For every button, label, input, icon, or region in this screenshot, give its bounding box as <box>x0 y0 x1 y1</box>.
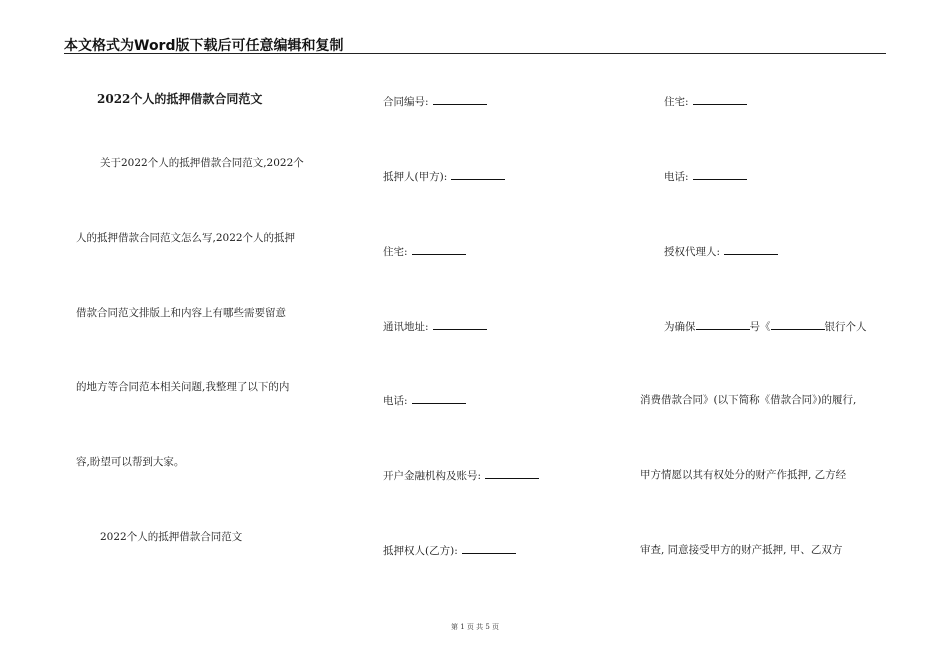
field-label: 授权代理人: <box>664 246 721 258</box>
fill-blank <box>693 94 747 105</box>
field-label: 电话: <box>664 171 689 183</box>
form-field-phone <box>383 393 466 408</box>
field-label: 通讯地址: <box>383 321 429 333</box>
document-title: 2022个人的抵押借款合同范文 <box>97 92 263 106</box>
fill-blank <box>696 319 750 330</box>
fill-blank <box>462 543 516 554</box>
text-segment: 银行个人 <box>824 321 867 333</box>
fill-blank <box>771 319 825 330</box>
form-field-mortgagee <box>383 543 516 558</box>
form-field-residence <box>383 244 466 259</box>
form-field-bank-account <box>383 468 539 483</box>
text-segment: 号《 <box>749 321 771 333</box>
page-number: 第 1 页 共 5 页 <box>450 623 500 631</box>
form-field-phone-2 <box>664 169 747 184</box>
form-field-authorized-agent <box>664 244 778 259</box>
form-field-mortgagor <box>383 169 505 184</box>
paragraph-line: 关于2022个人的抵押借款合同范文,2022个 <box>100 157 304 169</box>
fill-blank <box>451 169 505 180</box>
header-rule <box>64 53 886 54</box>
fill-blank <box>433 319 487 330</box>
field-label: 抵押人(甲方): <box>383 171 448 183</box>
field-label: 住宅: <box>383 246 408 258</box>
paragraph-line: 人的抵押借款合同范文怎么写,2022个人的抵押 <box>76 232 296 244</box>
form-field-contract-number <box>383 94 487 109</box>
fill-blank <box>412 244 466 255</box>
field-label: 抵押权人(乙方): <box>383 545 458 557</box>
page-header-title: 本文格式为Word版下载后可任意编辑和复制 <box>64 38 344 54</box>
fill-blank <box>485 468 539 479</box>
form-field-residence-2 <box>664 94 747 109</box>
contract-body-line: 甲方情愿以其有权处分的财产作抵押, 乙方经 <box>640 469 847 481</box>
section-subtitle: 2022个人的抵押借款合同范文 <box>100 531 243 543</box>
field-label: 开户金融机构及账号: <box>383 470 482 482</box>
field-label: 住宅: <box>664 96 689 108</box>
fill-blank <box>724 244 778 255</box>
paragraph-line: 借款合同范文排版上和内容上有哪些需要留意 <box>76 307 286 319</box>
paragraph-line: 的地方等合同范本相关问题,我整理了以下的内 <box>76 381 290 393</box>
text-segment: 为确保 <box>664 321 696 333</box>
contract-body-line <box>664 319 867 334</box>
fill-blank <box>412 393 466 404</box>
fill-blank <box>693 169 747 180</box>
form-field-mailing-address <box>383 319 487 334</box>
field-label: 合同编号: <box>383 96 429 108</box>
paragraph-line: 容,盼望可以帮到大家。 <box>76 456 185 468</box>
field-label: 电话: <box>383 395 408 407</box>
contract-body-line: 审查, 同意接受甲方的财产抵押, 甲、乙双方 <box>640 544 843 556</box>
fill-blank <box>433 94 487 105</box>
contract-body-line: 消费借款合同》(以下简称《借款合同》)的履行, <box>640 394 857 406</box>
